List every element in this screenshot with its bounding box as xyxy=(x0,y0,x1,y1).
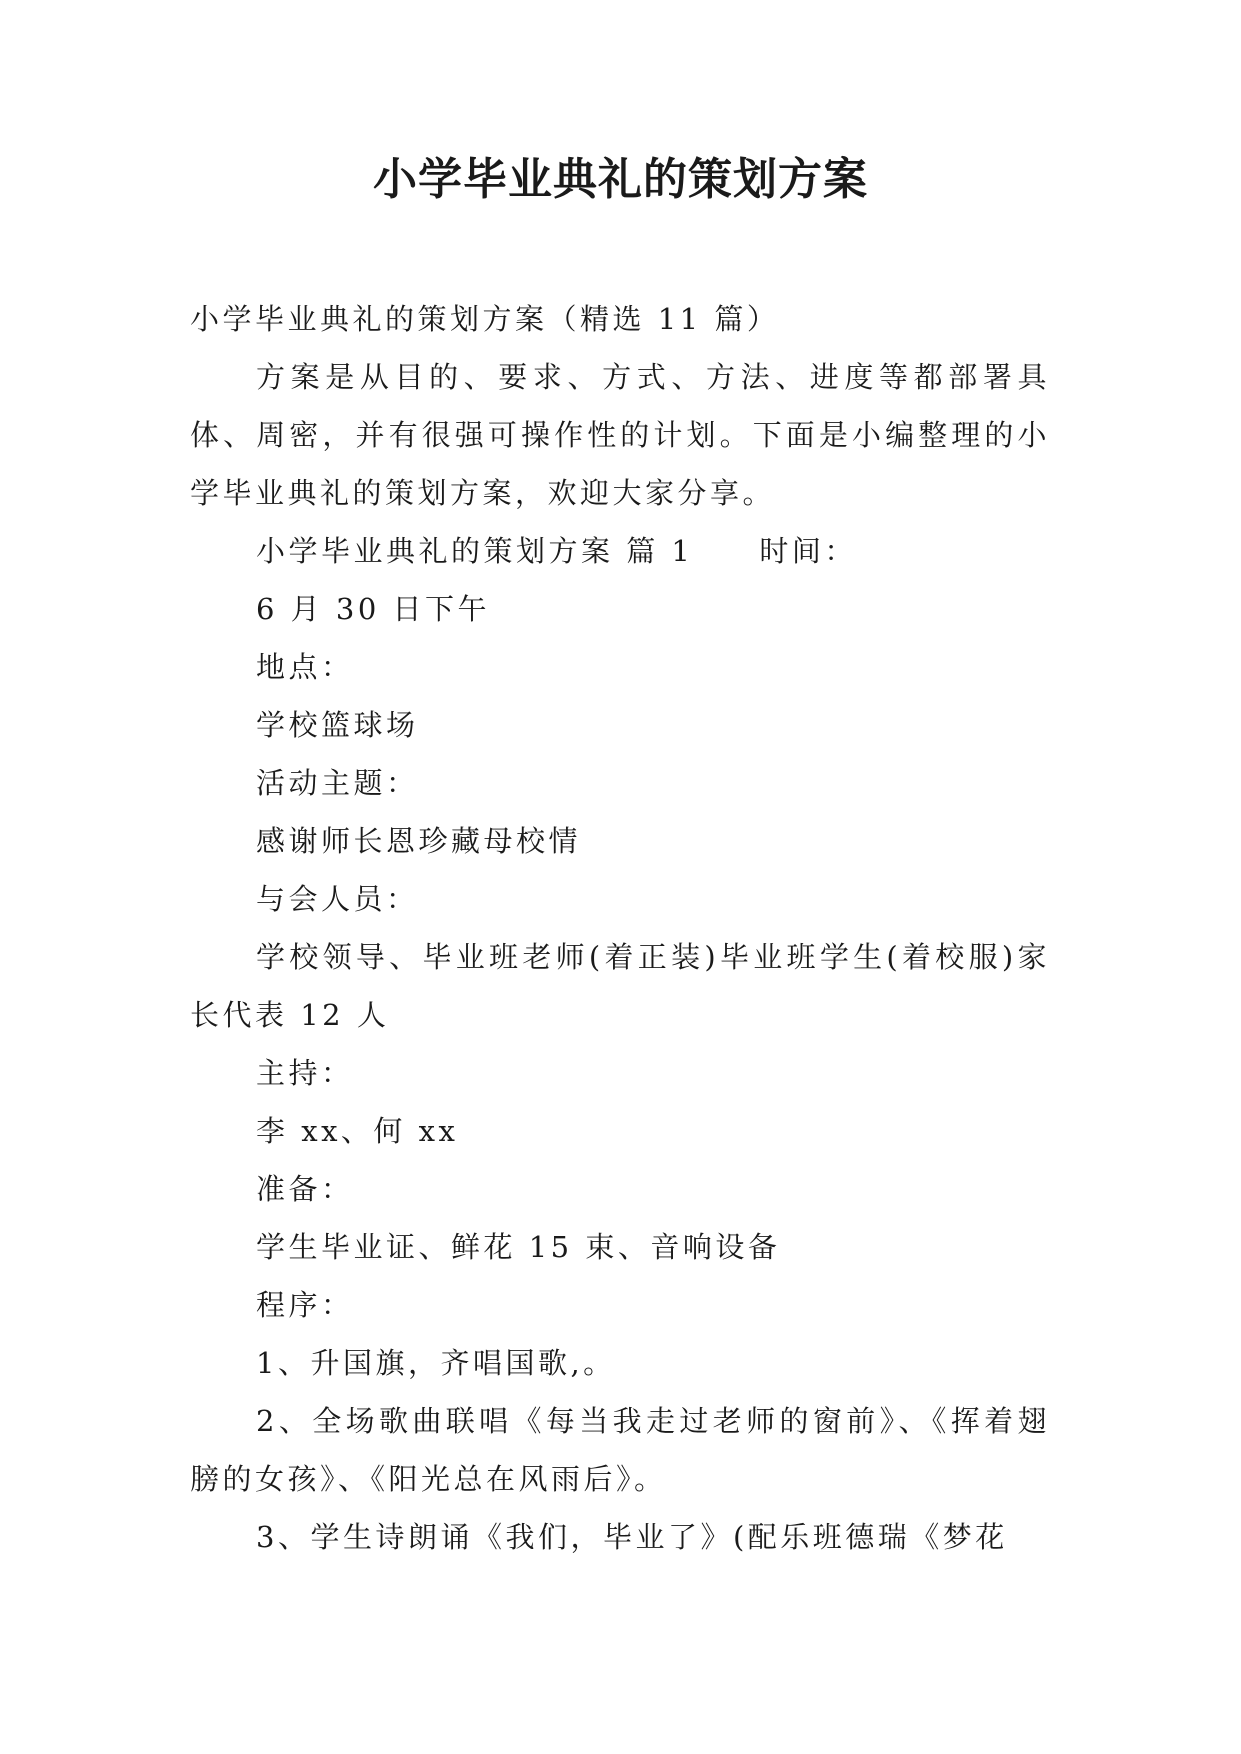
program-item: 1、升国旗，齐唱国歌,。 xyxy=(256,1346,616,1380)
document-subtitle: 小学毕业典礼的策划方案（精选 11 篇） xyxy=(190,302,780,336)
program-item: 2、全场歌曲联唱《每当我走过老师的窗前》、《挥着翅膀的女孩》、《阳光总在风雨后》。 xyxy=(190,1404,1050,1496)
document-title: 小学毕业典礼的策划方案 xyxy=(373,154,868,205)
section-heading: 小学毕业典礼的策划方案 篇 1 xyxy=(256,534,694,568)
host-value: 李 xx、何 xx xyxy=(256,1114,459,1148)
place-value: 学校篮球场 xyxy=(256,708,419,742)
host-label: 主持： xyxy=(256,1056,354,1090)
attendees-label: 与会人员： xyxy=(256,882,419,916)
document-body xyxy=(190,290,1050,1566)
prep-value: 学生毕业证、鲜花 15 束、音响设备 xyxy=(256,1230,781,1264)
prep-label: 准备： xyxy=(256,1172,354,1206)
time-value: 6 月 30 日下午 xyxy=(256,592,491,626)
place-label: 地点： xyxy=(256,650,354,684)
theme-value: 感谢师长恩珍藏母校情 xyxy=(256,824,582,858)
program-item: 3、学生诗朗诵《我们，毕业了》(配乐班德瑞《梦花 xyxy=(256,1520,1008,1554)
program-label: 程序： xyxy=(256,1288,354,1322)
section-heading-line xyxy=(190,522,1050,580)
attendees-value: 学校领导、毕业班老师(着正装)毕业班学生(着校服)家长代表 12 人 xyxy=(190,940,1050,1032)
intro-paragraph: 方案是从目的、要求、方式、方法、进度等都部署具体、周密，并有很强可操作性的计划。下面是小编整理的小学毕业典礼的策划方案，欢迎大家分享。 xyxy=(190,360,1050,510)
time-label: 时间： xyxy=(759,534,857,568)
theme-label: 活动主题： xyxy=(256,766,419,800)
